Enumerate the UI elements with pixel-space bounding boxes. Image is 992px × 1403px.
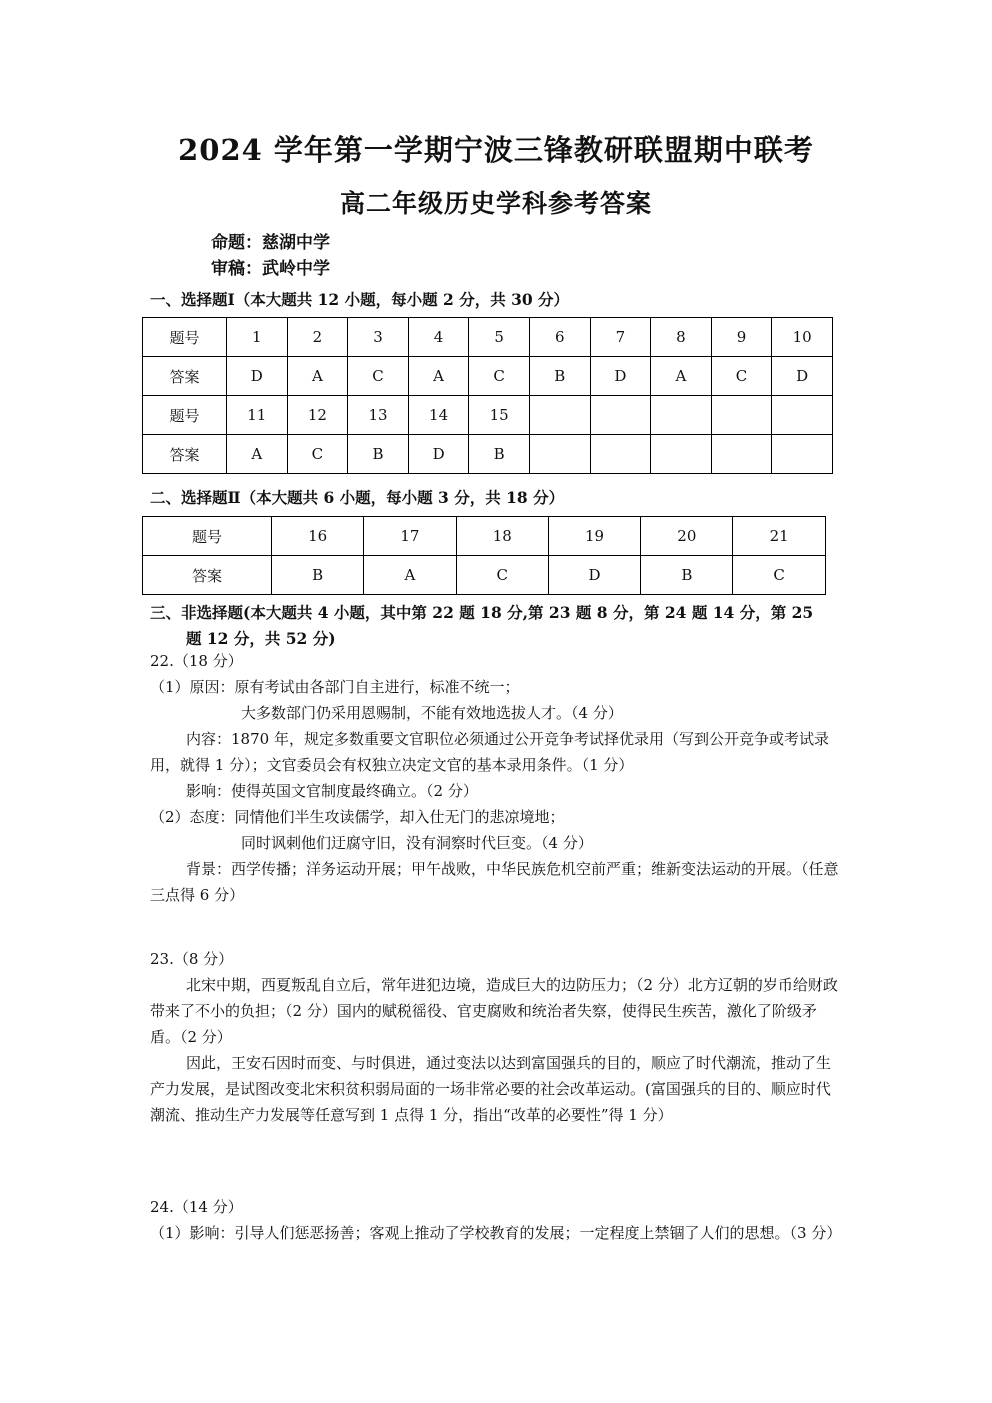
table-cell: 14	[408, 396, 469, 435]
question-23	[150, 946, 845, 1128]
table-cell: 11	[227, 396, 288, 435]
table-cell: A	[364, 556, 456, 595]
table-cell: 题号	[143, 396, 227, 435]
table-cell: 16	[272, 517, 364, 556]
answer-table-1	[142, 317, 833, 474]
question-number: 23.（8 分）	[150, 950, 234, 968]
table-cell: C	[469, 357, 530, 396]
table-cell: A	[651, 357, 712, 396]
table-cell: 17	[364, 517, 456, 556]
table-cell: B	[641, 556, 733, 595]
question-number: 24.（14 分）	[150, 1198, 243, 1216]
question-number: 22.（18 分）	[150, 652, 243, 670]
table-cell: A	[287, 357, 348, 396]
table-cell: D	[548, 556, 640, 595]
table-cell: 7	[590, 318, 651, 357]
table-cell: 21	[733, 517, 825, 556]
section2-heading: 二、选择题Ⅱ（本大题共 6 小题，每小题 3 分，共 18 分）	[150, 488, 565, 507]
answer-paragraph: 影响：使得英国文官制度最终确立。（2 分）	[186, 782, 478, 800]
table-cell: 20	[641, 517, 733, 556]
table-cell: C	[348, 357, 409, 396]
answer-paragraph: 同时讽刺他们迂腐守旧，没有洞察时代巨变。（4 分）	[241, 834, 593, 852]
answer-paragraph: 因此，王安石因时而变、与时俱进，通过变法以达到富国强兵的目的，顺应了时代潮流，推动了生产力发展，是试图改变北宋积贫积弱局面的一场非常必要的社会改革运动。(富国强兵的目的、顺应时代潮流、推动生产力发展等任意写到 1 点得 1 分，指出“改革的必要性”得 1 分）	[150, 1054, 832, 1124]
table-cell: 18	[456, 517, 548, 556]
answer-paragraph: 背景：西学传播；洋务运动开展；甲午战败，中华民族危机空前严重；维新变法运动的开展。（任意三点得 6 分）	[150, 860, 839, 904]
table-cell: B	[529, 357, 590, 396]
table-cell: 13	[348, 396, 409, 435]
section1-heading: 一、选择题Ⅰ（本大题共 12 小题，每小题 2 分，共 30 分）	[150, 290, 570, 309]
document-subtitle: 高二年级历史学科参考答案	[339, 189, 652, 218]
table-row	[143, 517, 826, 556]
table-cell: 8	[651, 318, 712, 357]
table-cell	[651, 435, 712, 474]
table-cell: C	[733, 556, 825, 595]
table-row	[143, 435, 833, 474]
reviewer-line: 审稿：武岭中学	[211, 259, 330, 279]
table-cell	[772, 435, 833, 474]
table-cell	[711, 396, 772, 435]
table-cell: B	[272, 556, 364, 595]
table-cell: 5	[469, 318, 530, 357]
section3-heading	[150, 600, 850, 652]
answer-table-2	[142, 516, 826, 595]
answer-paragraph: （2）态度：同情他们半生攻读儒学，却入仕无门的悲凉境地；	[150, 808, 565, 826]
section3-heading-line2: 题 12 分，共 52 分)	[186, 629, 336, 648]
table-cell: 答案	[143, 435, 227, 474]
document-title: 2024 学年第一学期宁波三锋教研联盟期中联考	[178, 133, 814, 167]
table-cell: 10	[772, 318, 833, 357]
table-cell: A	[227, 435, 288, 474]
table-cell	[529, 396, 590, 435]
proposer-line: 命题：慈湖中学	[211, 233, 330, 253]
table-row	[143, 357, 833, 396]
table-row	[143, 556, 826, 595]
table-row	[143, 318, 833, 357]
answer-paragraph: 大多数部门仍采用恩赐制，不能有效地选拔人才。（4 分）	[241, 704, 623, 722]
table-cell	[772, 396, 833, 435]
table-cell: C	[456, 556, 548, 595]
table-cell: 19	[548, 517, 640, 556]
table-cell	[590, 396, 651, 435]
answer-paragraph: 内容：1870 年，规定多数重要文官职位必须通过公开竞争考试择优录用（写到公开竞争或考试录用，就得 1 分）；文官委员会有权独立决定文官的基本录用条件。（1 分）	[150, 730, 829, 774]
question-24	[150, 1194, 845, 1246]
table-cell: 12	[287, 396, 348, 435]
table-cell: C	[287, 435, 348, 474]
table-cell: D	[227, 357, 288, 396]
table-cell: 2	[287, 318, 348, 357]
table-cell: 6	[529, 318, 590, 357]
table-cell: A	[408, 357, 469, 396]
answer-paragraph: （1）影响：引导人们惩恶扬善；客观上推动了学校教育的发展；一定程度上禁锢了人们的思想。（3 分）	[150, 1224, 842, 1242]
table-cell: 答案	[143, 357, 227, 396]
table-cell: C	[711, 357, 772, 396]
question-22	[150, 648, 845, 908]
table-cell: 3	[348, 318, 409, 357]
table-cell: 4	[408, 318, 469, 357]
answer-paragraph: 北宋中期，西夏叛乱自立后，常年进犯边境，造成巨大的边防压力；（2 分）北方辽朝的岁币给财政带来了不小的负担；（2 分）国内的赋税徭役、官吏腐败和统治者失察，使得民生疾苦，激化了阶级矛盾。（2 分）	[150, 976, 838, 1046]
table-cell: 题号	[143, 318, 227, 357]
table-cell: 15	[469, 396, 530, 435]
table-cell: D	[590, 357, 651, 396]
table-row	[143, 396, 833, 435]
table-cell	[529, 435, 590, 474]
table-cell: 9	[711, 318, 772, 357]
table-cell: D	[772, 357, 833, 396]
table-cell: B	[348, 435, 409, 474]
table-cell	[590, 435, 651, 474]
table-cell: B	[469, 435, 530, 474]
table-cell: 答案	[143, 556, 272, 595]
table-cell	[651, 396, 712, 435]
table-cell: D	[408, 435, 469, 474]
table-cell: 1	[227, 318, 288, 357]
table-cell: 题号	[143, 517, 272, 556]
answer-paragraph: （1）原因：原有考试由各部门自主进行，标准不统一；	[150, 678, 520, 696]
table-cell	[711, 435, 772, 474]
section3-heading-line1: 三、非选择题(本大题共 4 小题，其中第 22 题 18 分,第 23 题 8 分，第 24 题 14 分，第 25	[150, 603, 814, 622]
